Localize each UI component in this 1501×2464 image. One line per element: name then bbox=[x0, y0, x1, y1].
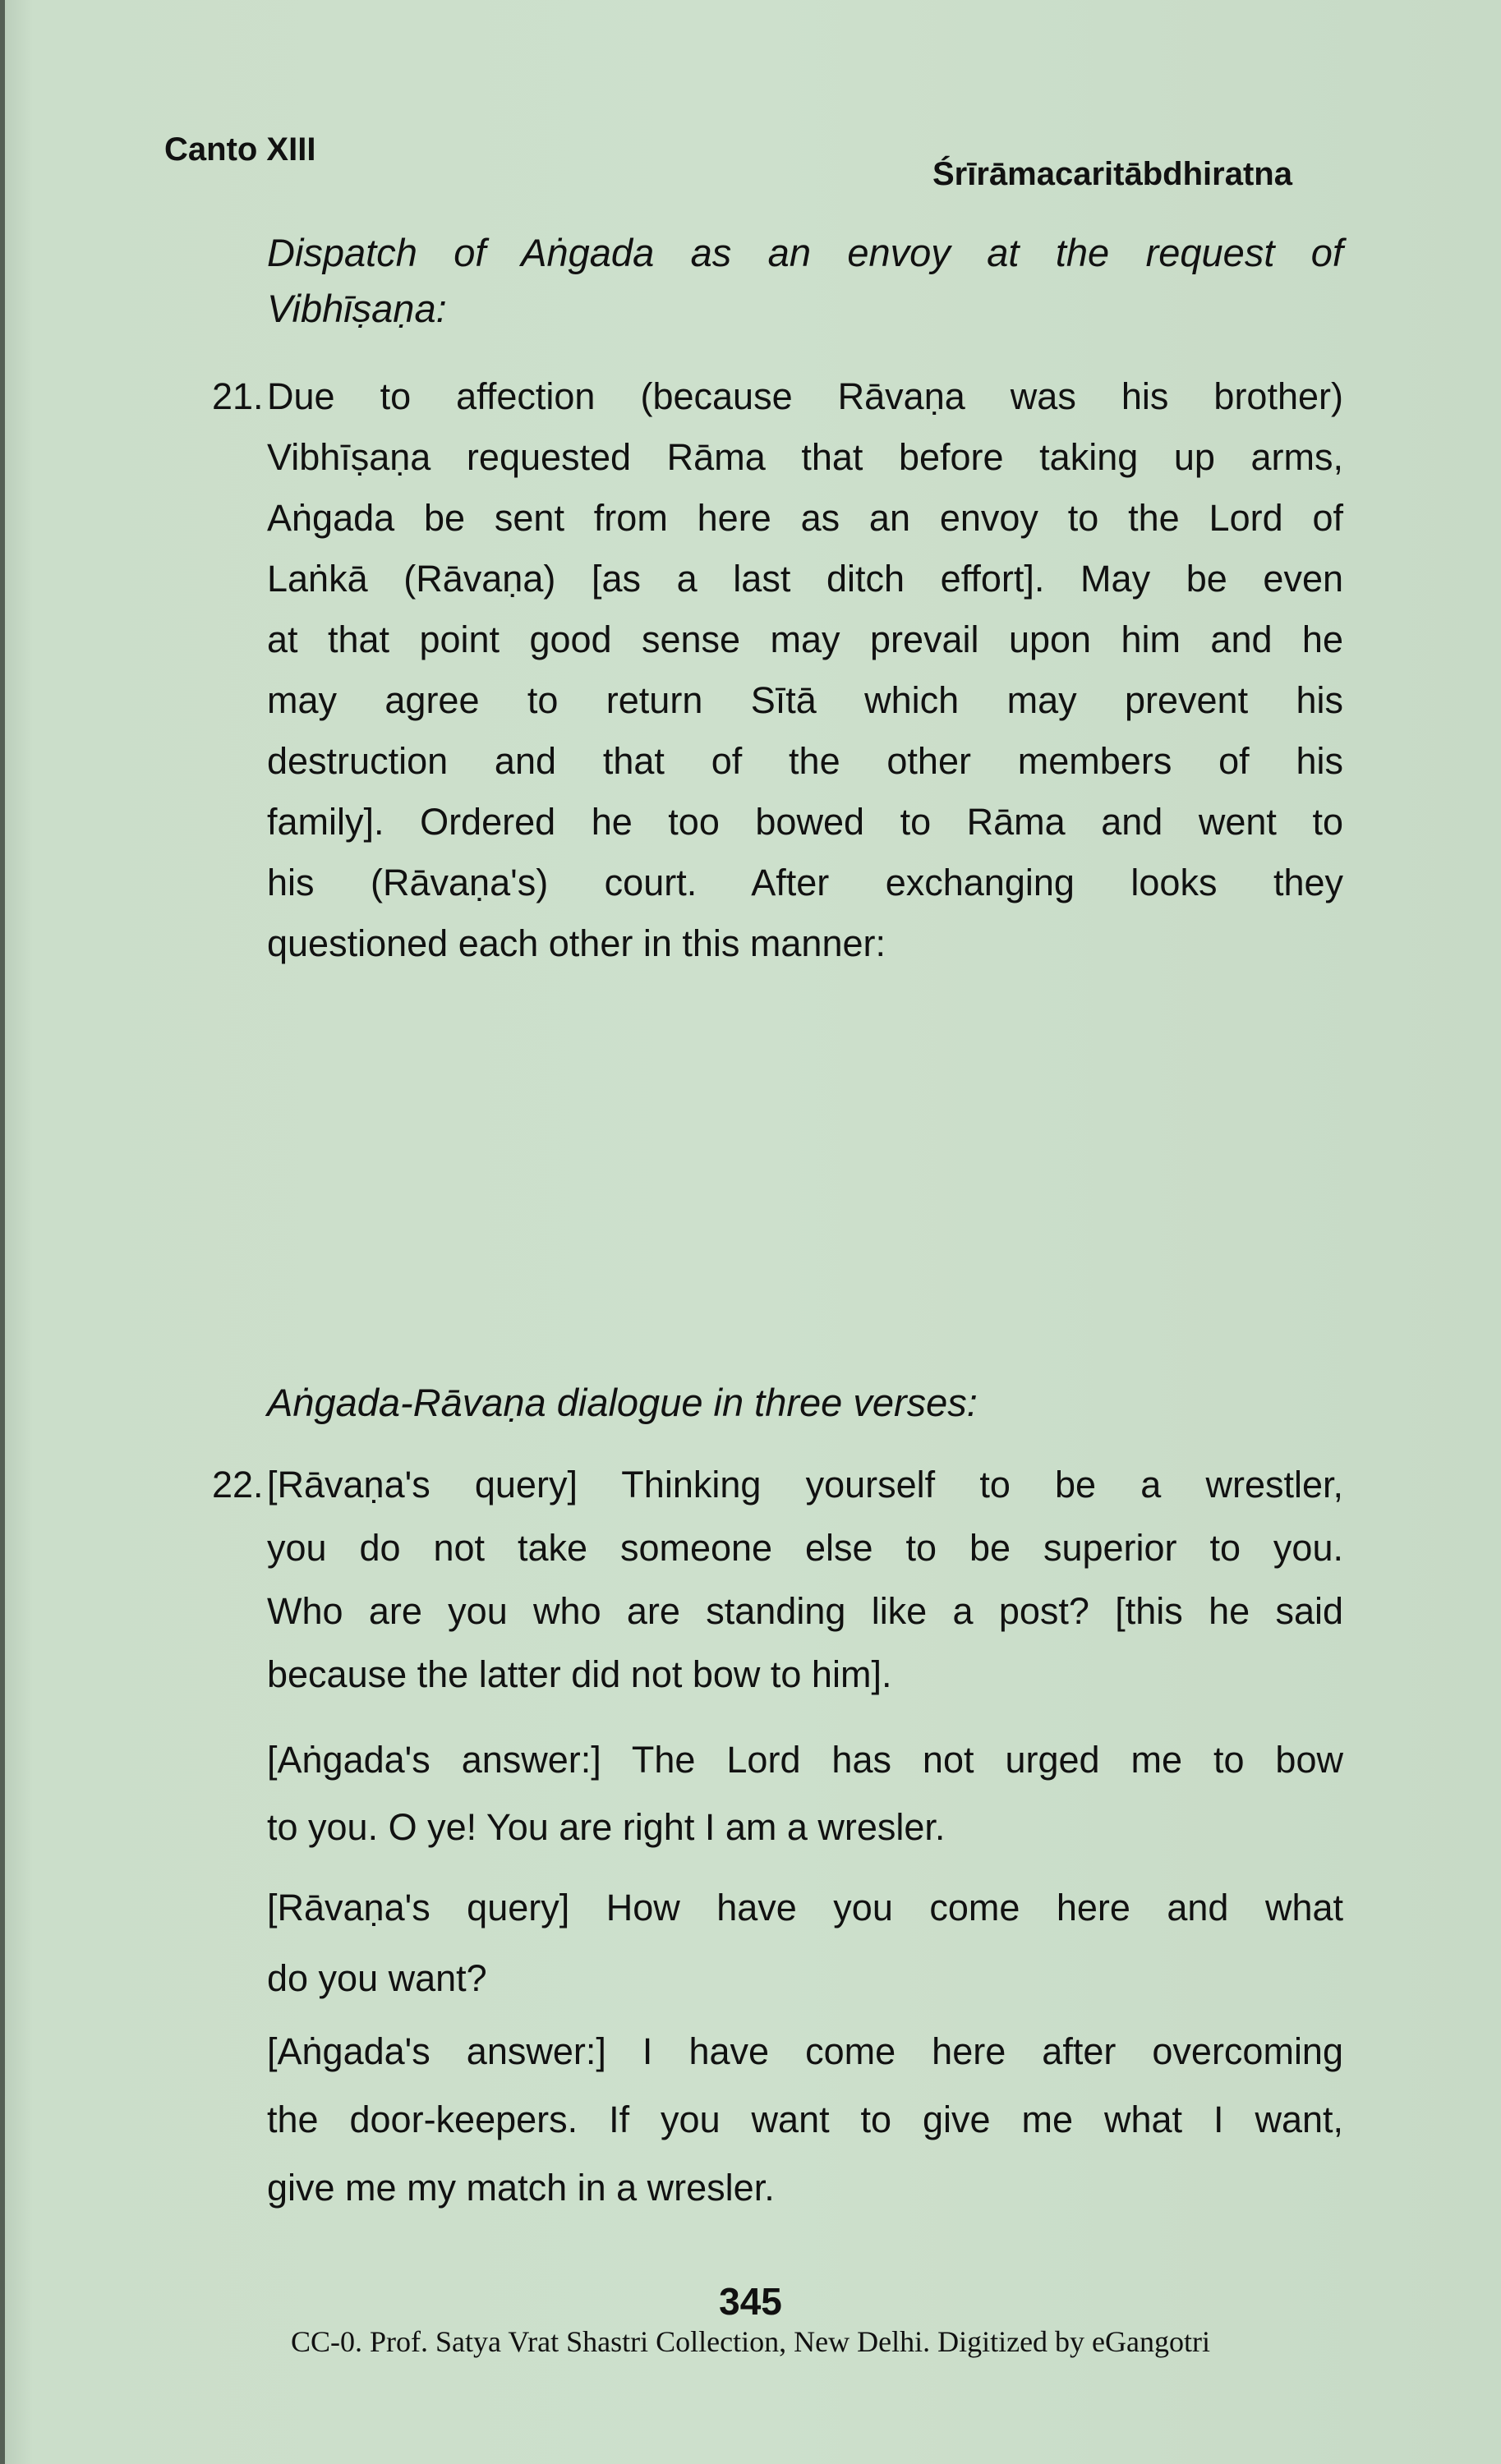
text-line: the door-keepers. If you want to give me what I want, bbox=[267, 2099, 1343, 2140]
verse-number: 22. bbox=[212, 1464, 264, 1506]
text-line: questioned each other in this manner: bbox=[267, 922, 886, 964]
text-line: Aṅgada be sent from here as an envoy to the Lord of bbox=[267, 497, 1343, 539]
verse-number: 21. bbox=[212, 375, 264, 417]
text-line: Due to affection (because Rāvaṇa was his brother) bbox=[267, 375, 1343, 417]
digitization-footer: CC-0. Prof. Satya Vrat Shastri Collection, New Delhi. Digitized by eGangotri bbox=[291, 2325, 1210, 2358]
text-line: [Aṅgada's answer:] I have come here after overcoming bbox=[267, 2030, 1343, 2072]
text-line: you do not take someone else to be superior to you. bbox=[267, 1527, 1343, 1569]
text-line: to you. O ye! You are right I am a wresler. bbox=[267, 1806, 946, 1848]
page-edge bbox=[0, 0, 5, 2464]
text-line: at that point good sense may prevail upon him and he bbox=[267, 618, 1343, 660]
text-line: [Aṅgada's answer:] The Lord has not urged me to bow bbox=[267, 1739, 1343, 1781]
section-heading: Aṅgada-Rāvaṇa dialogue in three verses: bbox=[267, 1381, 978, 1424]
text-line: because the latter did not bow to him]. bbox=[267, 1653, 892, 1695]
text-line: [Rāvaṇa's query] How have you come here and what bbox=[267, 1887, 1343, 1928]
text-line: Who are you who are standing like a post? [this he said bbox=[267, 1590, 1343, 1632]
text-line: give me my match in a wresler. bbox=[267, 2167, 775, 2209]
text-line: Laṅkā (Rāvaṇa) [as a last ditch effort]. May be even bbox=[267, 558, 1343, 600]
section-heading: Vibhīṣaṇa: bbox=[267, 287, 447, 330]
section-heading: Dispatch of Aṅgada as an envoy at the request of bbox=[267, 231, 1343, 274]
text-line: his (Rāvaṇa's) court. After exchanging looks they bbox=[267, 862, 1343, 903]
text-line: destruction and that of the other members of his bbox=[267, 740, 1343, 782]
text-line: may agree to return Sītā which may prevent his bbox=[267, 679, 1343, 721]
text-line: do you want? bbox=[267, 1957, 487, 1999]
running-head-right: Śrīrāmacaritābdhiratna bbox=[932, 156, 1292, 192]
text-line: [Rāvaṇa's query] Thinking yourself to be a wrestler, bbox=[267, 1464, 1343, 1506]
text-line: Vibhīṣaṇa requested Rāma that before taking up arms, bbox=[267, 436, 1343, 478]
page-number: 345 bbox=[719, 2280, 782, 2323]
running-head-left: Canto XIII bbox=[164, 131, 316, 168]
text-line: family]. Ordered he too bowed to Rāma and went to bbox=[267, 801, 1343, 843]
